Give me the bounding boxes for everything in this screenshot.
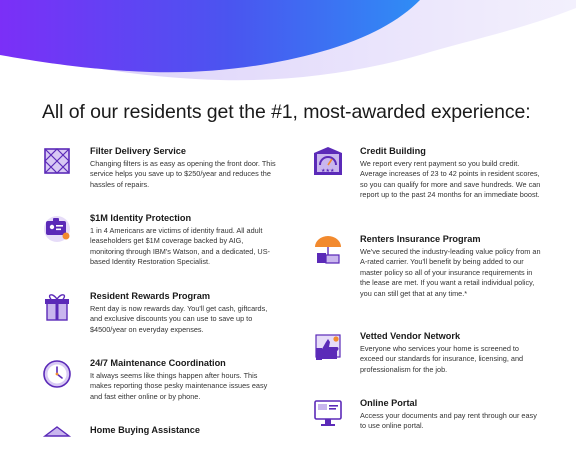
feature-title: Vetted Vendor Network (360, 331, 461, 341)
gift-icon (42, 290, 72, 322)
feature-title: Home Buying Assistance (90, 425, 200, 435)
feature-title: $1M Identity Protection (90, 213, 192, 223)
feature-title: Renters Insurance Program (360, 234, 481, 244)
feature-title: Filter Delivery Service (90, 146, 187, 156)
feature-body: We've secured the industry-leading value policy from an A-rated carrier. You'll benefit by being added to our master policy so all of your insurance requirements in the lease are met. If you want a retail individual policy, you can still get that at any time.* (360, 247, 541, 298)
feature-title: Online Portal (360, 398, 418, 408)
id-card-icon (42, 212, 72, 244)
umbrella-icon (312, 233, 342, 265)
page-headline: All of our residents get the #1, most-awarded experience: (42, 101, 531, 123)
feature-body: 1 in 4 Americans are victims of identity fraud. All adult leaseholders get $1M coverage backed by AIG, monitoring through IBM's Watson, and a dedicated, US-based Identity Restoration Specialist. (90, 226, 270, 267)
hero-gradient-wave (0, 0, 576, 90)
feature-body: Changing filters is as easy as opening the front door. This service helps you save up to $250/year and reduces the hassles of repairs. (90, 159, 276, 189)
svg-text:★★★: ★★★ (321, 168, 335, 174)
feature-body: It always seems like things happen after hours. This makes reporting those pesky maintenance issues easy and fast either online or by phone. (90, 371, 268, 401)
house-icon (42, 424, 72, 456)
feature-body: We report every rent payment so you build credit. Average increases of 23 to 42 points in resident scores, so you can qualify for more and save hundreds. We can report up to the past 24 months for an immediate boost. (360, 159, 541, 200)
clock-icon (42, 357, 72, 389)
feature-body: Rent day is now rewards day. You'll get cash, giftcards, and exclusive discounts you can use to save up to $4500/year on everyday expenses. (90, 304, 268, 334)
thumbs-up-icon (312, 330, 342, 362)
credit-rating-icon (312, 145, 342, 177)
feature-title: 24/7 Maintenance Coordination (90, 358, 226, 368)
monitor-icon (312, 397, 342, 429)
feature-body: Everyone who services your home is screened to exceed our standards for insurance, licensing, and professionalism for the job. (360, 344, 524, 374)
filter-grid-icon (42, 145, 72, 177)
feature-body: Access your documents and pay rent through our easy to use online portal. (360, 411, 537, 431)
feature-title: Credit Building (360, 146, 426, 156)
feature-title: Resident Rewards Program (90, 291, 210, 301)
